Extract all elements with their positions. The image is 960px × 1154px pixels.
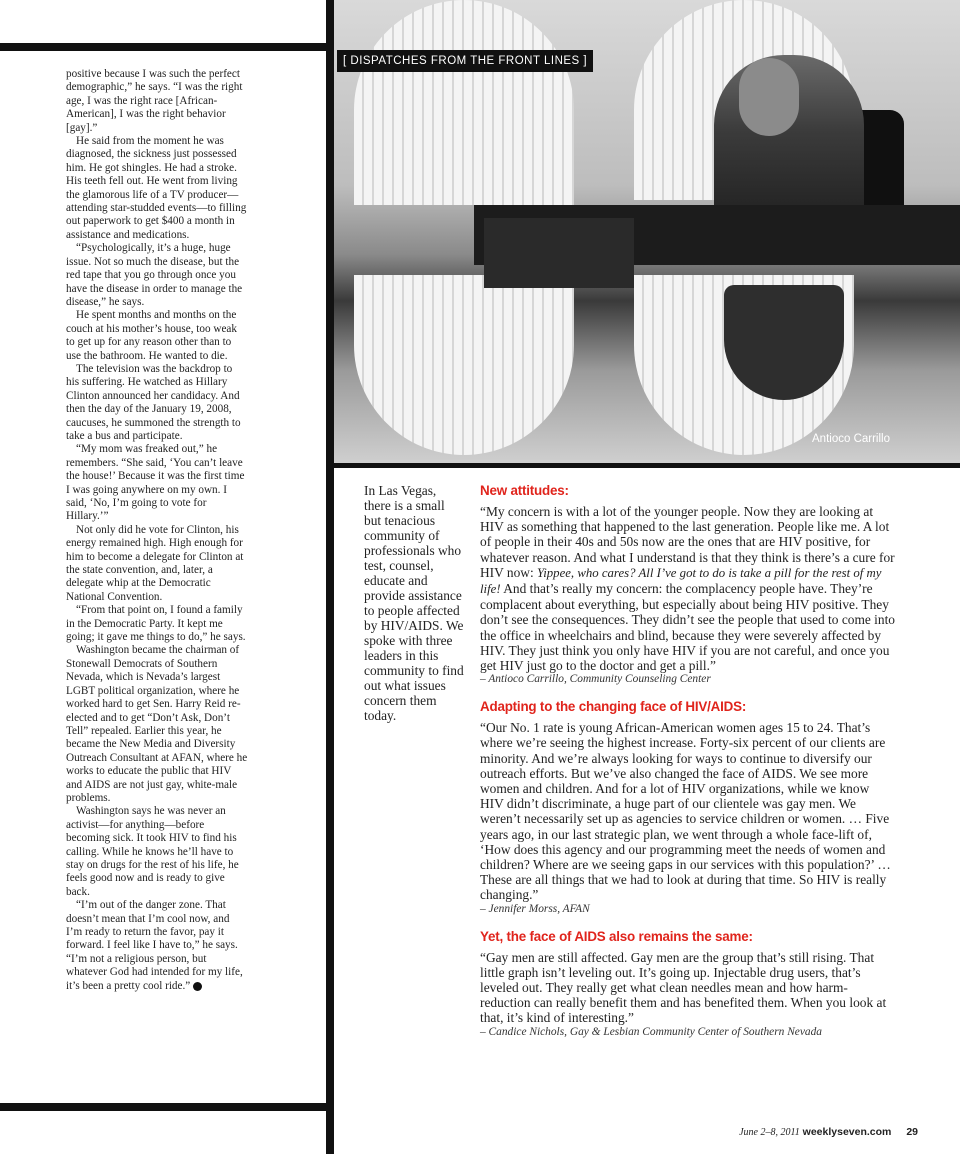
bottom-rule <box>0 1103 330 1111</box>
section-heading: New attitudes: <box>480 483 569 498</box>
desk-drawers <box>484 218 634 288</box>
section-heading: Adapting to the changing face of HIV/AIDS: <box>480 699 747 715</box>
article-paragraph: “My mom was freaked out,” he remembers. “She said, ‘You can’t leave the house!’ Because it was the first time I was going anywhere on my own. I said, ‘No, I’m going to vote for Hillary.’” <box>66 443 245 523</box>
photo-caption: Antioco Carrillo <box>812 433 890 445</box>
page-footer <box>739 1126 918 1138</box>
article-paragraph-text: “I’m out of the danger zone. That doesn’t mean that I’m cool now, and I’m ready to return the favor, pay it forward. I feel like I have to,” he says. “I’m not a religious person, but whatever God had intended for my life, it’s been a pretty cool ride.” <box>66 899 243 992</box>
article-paragraph <box>66 899 248 993</box>
article-paragraph: Washington says he was never an activist—for anything—before becoming sick. It took HIV to find his calling. While he knows he’ll have to stay on drugs for the rest of his life, he feels good now and is ready to give back. <box>66 805 239 898</box>
article-paragraph: Not only did he vote for Clinton, his energy remained high. High enough for him to become a delegate for Clinton at the state convention, and, later, a delegate whip at the Democratic National Convention. <box>66 523 244 603</box>
quote-attribution: – Antioco Carrillo, Community Counseling Center <box>480 673 711 686</box>
quotes-column <box>480 483 895 1052</box>
column-divider-rule <box>326 0 334 1154</box>
quote-attribution: – Candice Nichols, Gay & Lesbian Community Center of Southern Nevada <box>480 1025 823 1038</box>
quote-section <box>480 699 895 914</box>
article-paragraph: Washington became the chairman of Stonewall Democrats of Southern Nevada, which is Nevada’s largest LGBT political organization, where he worked hard to get Sen. Harry Reid re-elected and to get “Don’t Ask, Don’t Tell” repealed. Earlier this year, he became the New Media and Diversity Outreach Consultant at AFAN, where he works to educate the public that HIV and AIDS are not just gay, white-male problems. <box>66 644 248 804</box>
quote-section <box>480 483 895 685</box>
quote-emphasis: Yippee, who cares? All I’ve got to do is take a pill for the rest of my life! <box>480 565 882 597</box>
quote-body <box>480 720 895 902</box>
desk-reflection <box>724 285 844 400</box>
man-head <box>739 58 799 136</box>
page-number: 29 <box>906 1126 918 1138</box>
article-paragraph: He said from the moment he was diagnosed, the sickness just possessed him. He got shingles. He had a stroke. His teeth fell out. He went from living the glamorous life of a TV producer—attending star-studded events—to filling out paperwork to get $400 a month in assistance and medications. <box>66 135 247 241</box>
quote-attribution: – Jennifer Morss, AFAN <box>480 902 590 915</box>
left-article-column <box>66 68 248 993</box>
quote-text: “My concern is with a lot of the younger people. Now they are looking at HIV as something that happened to the last generation. People like me. A lot of people in their 40s and 50s now are the ones that are HIV positive, for whatever reason. And what I understand is that they think is there’s a cure for HIV now: <box>480 504 895 580</box>
photo-bottom-rule <box>330 463 960 468</box>
issue-date: June 2–8, 2011 <box>739 1127 800 1138</box>
window-reflection-left <box>354 275 574 455</box>
website-link[interactable]: weeklyseven.com <box>802 1126 892 1138</box>
article-paragraph: “From that point on, I found a family in the Democratic Party. It kept me going; it gave me things to do,” he says. <box>66 604 246 644</box>
quote-body <box>480 950 895 1026</box>
top-rule <box>0 43 330 51</box>
end-mark-icon: 7 <box>193 982 202 991</box>
window-arch-left <box>354 0 574 205</box>
quote-section <box>480 929 895 1038</box>
article-paragraph: The television was the backdrop to his suffering. He watched as Hillary Clinton announced her candidacy. And then the day of the January 19, 2008, caucuses, he summoned the strength to take a bus and participate. <box>66 362 241 442</box>
quote-text: “Gay men are still affected. Gay men are the group that’s still rising. That little graph isn’t leveling out. It’s going up. Injectable drug users, that’s leveled out. They really get what clean needles mean and how harm-reduction can really benefit them and has benefited them. When you look at that, it’s kind of interesting.” <box>480 949 887 1026</box>
intro-blurb: In Las Vegas, there is a small but tenacious community of professionals who test, counsel, educate and provide assistance to people affected by HIV/AIDS. We spoke with three leaders in this community to find out what issues concern them today. <box>364 483 464 723</box>
quote-text: And that’s really my concern: the complacency people have. They’re complacent about everything, but especially about being HIV positive. They don’t see the consequences. They didn’t see the people that used to come into the office in wheelchairs and blind, because they were severely affected by HIV. They just think you only have HIV if you are not careful, and once you get HIV just go to the doctor and get a pill.” <box>480 581 895 674</box>
section-banner: [ DISPATCHES FROM THE FRONT LINES ] <box>337 50 593 72</box>
quote-text: “Our No. 1 rate is young African-American women ages 15 to 24. That’s where we’re seeing the highest increase. Forty-six percent of our clients are minority. And we’re always looking for ways to continue to diversify our outreach efforts. But we’ve also changed the face of AIDS. We see more women and children. And for a lot of HIV organizations, while we know HIV didn’t discriminate, a huge part of our clientele was gay men. We weren’t necessarily set up as agencies to service children or women. … Five years ago, in our last strategic plan, we went through a whole face-lift of, ‘How does this agency and our programming meet the needs of women and children? Where are we seeing gaps in our services with this population?’ … These are all things that we had to look at during that time. So HIV is really changing.” <box>480 720 891 903</box>
article-paragraph: positive because I was such the perfect demographic,” he says. “I was the right age, I was the right race [African-American], I was the right behavior [gay].” <box>66 68 243 134</box>
article-paragraph: He spent months and months on the couch at his mother’s house, too weak to get up for any reason other than to use the bathroom. He wanted to die. <box>66 309 237 362</box>
section-heading: Yet, the face of AIDS also remains the same: <box>480 928 753 944</box>
article-paragraph: “Psychologically, it’s a huge, huge issue. Not so much the disease, but the red tape that you go through once you have the disease in order to manage the disease,” he says. <box>66 242 243 308</box>
quote-body <box>480 504 895 673</box>
